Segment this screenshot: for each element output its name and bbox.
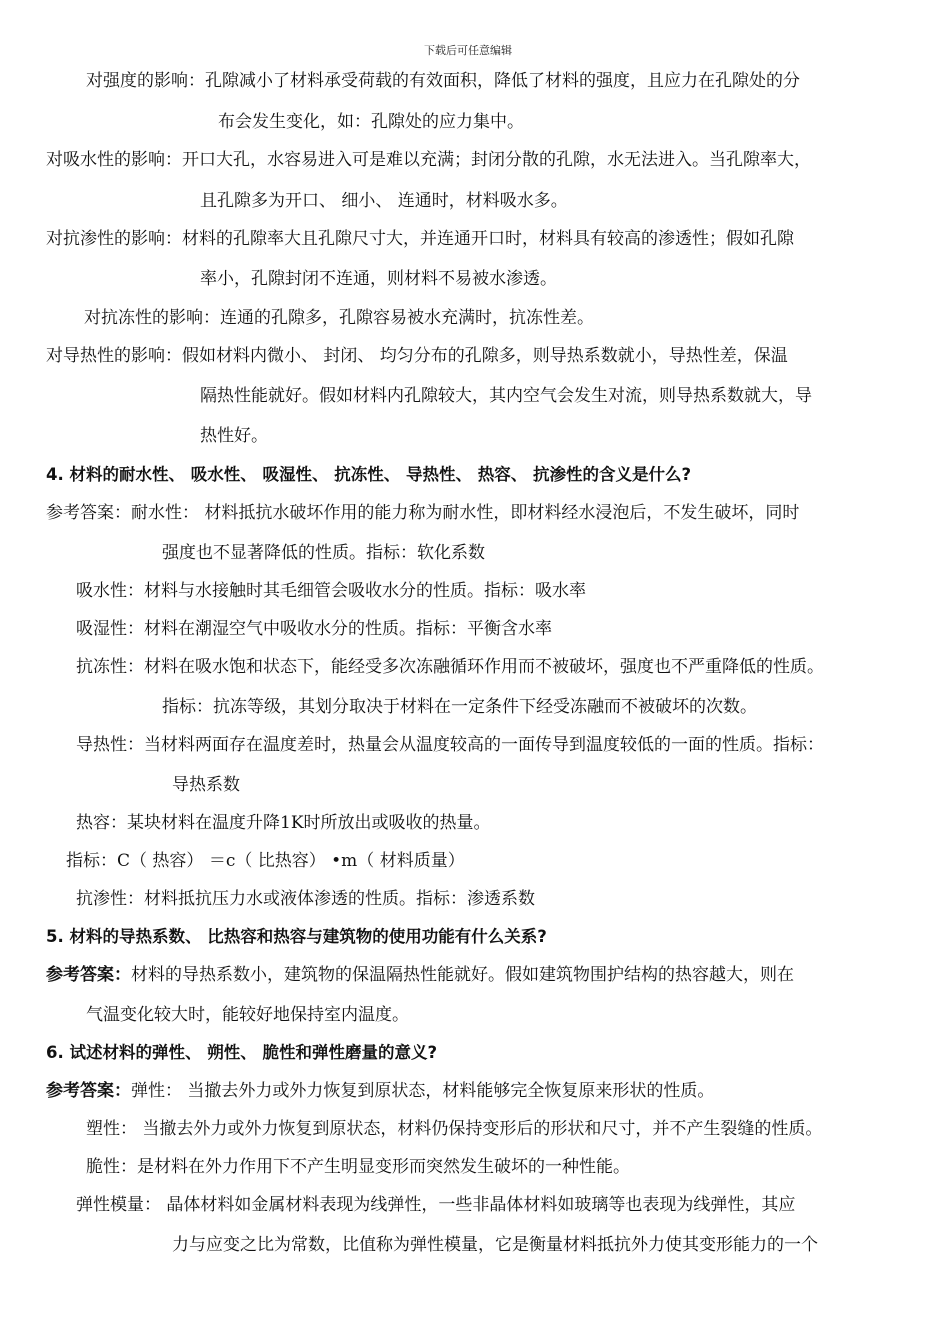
question-4-heading: 4. 材料的耐水性、 吸水性、 吸湿性、 抗冻性、 导热性、 热容、 抗渗性的含义是什么? [46,465,692,484]
answer-label: 参考答案： [46,965,131,985]
answer-line: 弹性模量： 晶体材料如金属材料表现为线弹性，一些非晶体材料如玻璃等也表现为线弹性，其应 [76,1195,796,1215]
answer-line: 热容：某块材料在温度升降1K时所放出或吸收的热量。 [76,813,491,833]
answer-line: 指标：C（ 热容） ＝c（ 比热容） •m（ 材料质量） [66,851,465,871]
answer-text: 材料的导热系数小，建筑物的保温隔热性能就好。假如建筑物围护结构的热容越大，则在 [131,965,794,985]
answer-line: 吸水性：材料与水接触时其毛细管会吸收水分的性质。指标：吸水率 [76,581,586,601]
answer-line: 塑性： 当撤去外力或外力恢复到原状态，材料仍保持变形后的形状和尺寸，并不产生裂缝的性质。 [86,1119,823,1139]
question-6-heading: 6. 试述材料的弹性、 朔性、 脆性和弹性磨量的意义? [46,1043,438,1062]
text-line: 率小，孔隙封闭不连通，则材料不易被水渗透。 [200,269,557,289]
text-line: 对抗冻性的影响：连通的孔隙多，孔隙容易被水充满时，抗冻性差。 [84,308,594,328]
text-line: 隔热性能就好。假如材料内孔隙较大，其内空气会发生对流，则导热系数就大，导 [200,386,812,406]
text-line: 对抗渗性的影响：材料的孔隙率大且孔隙尺寸大，并连通开口时，材料具有较高的渗透性；假如孔隙 [46,229,794,249]
answer-line: 抗冻性：材料在吸水饱和状态下，能经受多次冻融循环作用而不被破坏，强度也不严重降低的性质。 [76,657,824,677]
text-line: 且孔隙多为开口、 细小、 连通时，材料吸水多。 [200,191,568,211]
answer-text: 弹性： 当撤去外力或外力恢复到原状态，材料能够完全恢复原来形状的性质。 [131,1081,715,1101]
answer-line: 抗渗性：材料抵抗压力水或液体渗透的性质。指标：渗透系数 [76,889,535,909]
text-line: 对吸水性的影响：开口大孔，水容易进入可是难以充满；封闭分散的孔隙，水无法进入。当孔隙率大， [46,150,811,170]
text-line: 热性好。 [200,426,268,446]
question-5-heading: 5. 材料的导热系数、 比热容和热容与建筑物的使用功能有什么关系? [46,927,547,946]
answer-line [46,963,794,987]
text-line: 对导热性的影响：假如材料内微小、 封闭、 均匀分布的孔隙多，则导热系数就小，导热性差，保温 [46,346,788,366]
answer-line: 导热系数 [172,775,240,795]
page-header: 下载后可任意编辑 [424,44,512,57]
answer-line: 参考答案：耐水性： 材料抵抗水破坏作用的能力称为耐水性，即材料经水浸泡后，不发生破坏，同时 [46,503,800,523]
answer-line [46,1079,714,1103]
answer-line: 力与应变之比为常数，比值称为弹性模量，它是衡量材料抵抗外力使其变形能力的一个 [172,1235,818,1255]
answer-line: 指标：抗冻等级，其划分取决于材料在一定条件下经受冻融而不被破坏的次数。 [162,697,757,717]
answer-line: 气温变化较大时，能较好地保持室内温度。 [86,1005,409,1025]
answer-line: 强度也不显著降低的性质。指标：软化系数 [162,543,485,563]
text-line: 布会发生变化，如：孔隙处的应力集中。 [218,112,524,132]
answer-line: 吸湿性：材料在潮湿空气中吸收水分的性质。指标：平衡含水率 [76,619,552,639]
answer-line: 脆性：是材料在外力作用下不产生明显变形而突然发生破坏的一种性能。 [86,1157,630,1177]
text-line: 对强度的影响：孔隙减小了材料承受荷载的有效面积，降低了材料的强度，且应力在孔隙处的分 [86,71,800,91]
answer-line: 导热性：当材料两面存在温度差时，热量会从温度较高的一面传导到温度较低的一面的性质。指标： [76,735,824,755]
answer-label: 参考答案： [46,1081,131,1101]
